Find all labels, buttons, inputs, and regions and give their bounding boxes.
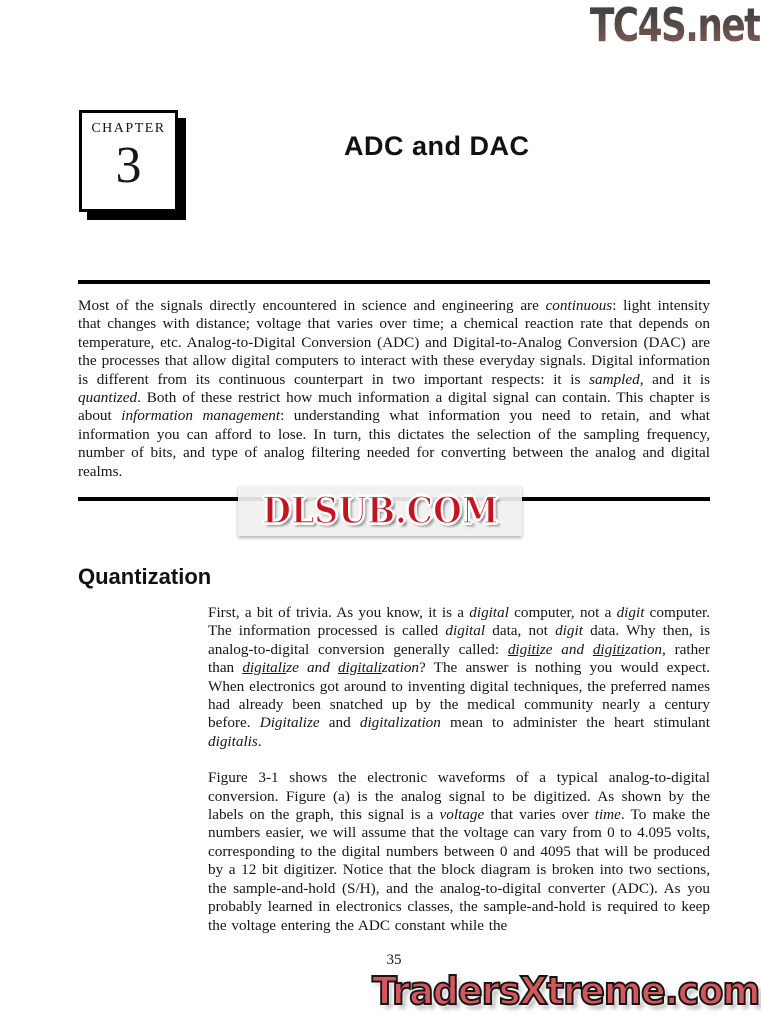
watermark-tradersxtreme: TradersXtreme.com: [371, 969, 759, 1013]
chapter-box: [79, 110, 178, 212]
section-heading-quantization: Quantization: [78, 564, 212, 589]
intro-paragraph: Most of the signals directly encountered in science and engineering are continuous: light intensity that changes with distance; voltage that varies over time; a chemical reaction rate that depends on temperature, etc. Analog-to-Digital Conversion (ADC) and Digital-to-Analog Conversion (DAC) are the processes that allow digital computers to interact with these everyday signals. Digital information is different from its continuous counterpart in two important respects: it is sampled, and it is quantized. Both of these restrict how much information a digital signal can contain. This chapter is about information management: understanding what information you need to retain, and what information you can afford to lose. In turn, this dictates the selection of the sampling frequency, number of bits, and type of analog filtering needed for converting between the analog and digital realms.: [78, 297, 710, 480]
quantization-paragraph-1: First, a bit of trivia. As you know, it is a digital computer, not a digit computer. The information processed is called digital data, not digit data. Why then, is analog-to-digital conversion generally called: digitize and digitization, rather than digitalize and digitalization? The answer is nothing you would expect. When electronics got around to inventing digital techniques, the preferred names had already been snatched up by the medical community nearly a century before. Digitalize and digitalization mean to administer the heart stimulant digitalis.: [208, 604, 711, 750]
watermark-tc4s: TC4S.net: [590, 0, 760, 52]
chapter-number: 3: [115, 137, 142, 194]
watermark-dlsub: [238, 486, 522, 536]
watermark-dlsub-text: DLSUB.COM: [261, 490, 499, 532]
chapter-label: CHAPTER: [91, 121, 166, 136]
quantization-paragraph-2: Figure 3-1 shows the electronic waveforms of a typical analog-to-digital conversion. Figure (a) is the analog signal to be digitized. As shown by the labels on the graph, this signal is a voltage that varies over time. To make the numbers easier, we will assume that the voltage can vary from 0 to 4.095 volts, corresponding to the digital numbers between 0 and 4095 that will be produced by a 12 bit digitizer. Notice that the block diagram is broken into two sections, the sample-and-hold (S/H), and the analog-to-digital converter (ADC). As you probably learned in electronics classes, the sample-and-hold is required to keep the voltage entering the ADC constant while the: [208, 769, 711, 934]
chapter-title: ADC and DAC: [344, 131, 530, 161]
quantization-paragraphs: [208, 604, 710, 953]
page-number: 35: [386, 952, 402, 968]
horizontal-rule-top: [78, 280, 710, 284]
